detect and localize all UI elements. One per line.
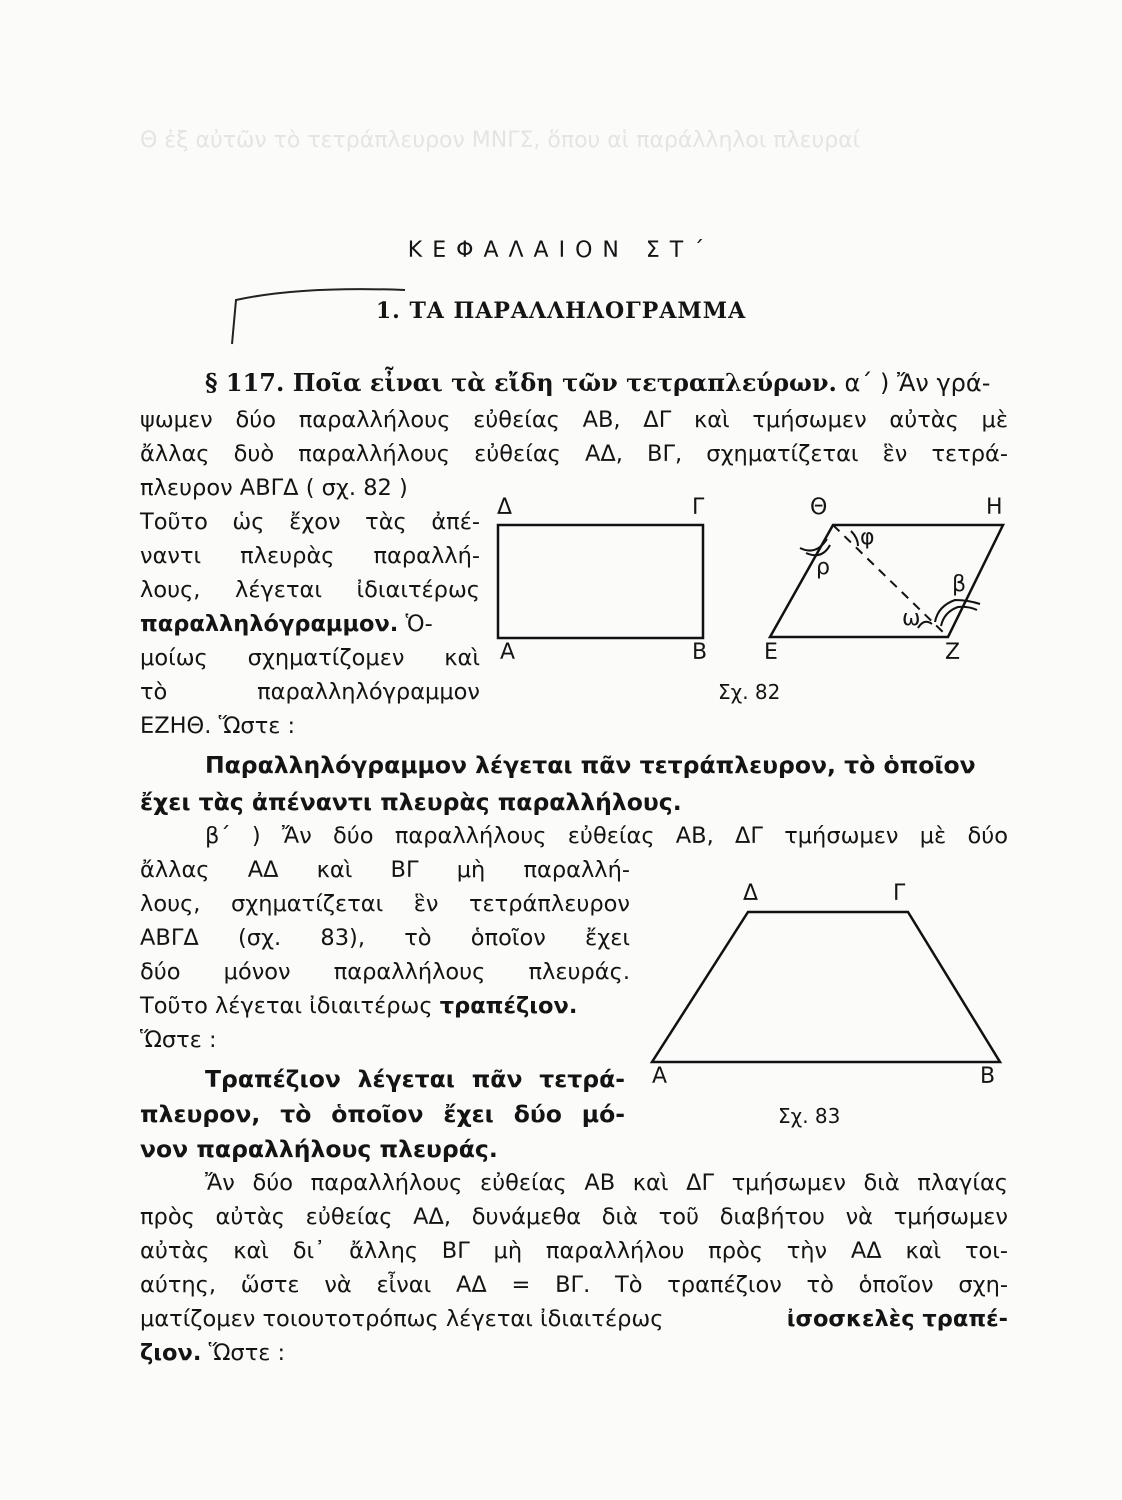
angle-rho-label: ρ: [816, 555, 830, 580]
fig83-label-b: Β: [980, 1064, 996, 1089]
p117-line-5: Τοῦτο ὡς ἔχον τὰς ἀπέ-: [140, 509, 480, 535]
definition-parallelogram-line-1: Παραλληλόγραμμον λέγεται πᾶν τετράπλευρον, τὸ ὁποῖον: [205, 751, 976, 779]
definition-trapezium-line-2: πλευρον, τὸ ὁποῖον ἔχει δύο μό-: [140, 1100, 625, 1128]
chapter-heading: ΚΕΦΑΛΑΙΟΝ ΣΤ΄: [407, 238, 715, 263]
fig83-label-d: Δ: [743, 881, 759, 906]
fig82-label-a: Α: [500, 640, 516, 665]
section-117-mark: § 117. Ποῖα εἶναι τὰ εἴδη τῶν τετραπλεύρων.: [205, 368, 837, 397]
section-title: 1. ΤΑ ΠΑΡΑΛΛΗΛΟΓΡΑΜΜΑ: [375, 298, 747, 324]
p117-line-6: ναντι πλευρὰς παραλλή-: [140, 543, 480, 569]
p117-line-9: μοίως σχηματίζομεν καὶ: [140, 645, 480, 671]
definition-trapezium-line-1: Τραπέζιον λέγεται πᾶν τετρά-: [205, 1065, 625, 1093]
pc-line-3: αὐτὰς καὶ δι᾿ ἄλλης ΒΓ μὴ παραλλήλου πρὸς τὴν ΑΔ καὶ τοι-: [140, 1238, 1008, 1264]
pb-line-7: Ὥστε :: [140, 1027, 217, 1053]
p117-line-7: λους, λέγεται ἰδιαιτέρως: [140, 577, 480, 603]
pb-line-1: β΄ ) Ἄν δύο παραλλήλους εὐθείας ΑΒ, ΔΓ τμήσωμεν μὲ δύο: [205, 823, 1008, 849]
p117-line-2: ψωμεν δύο παραλλήλους εὐθείας ΑΒ, ΔΓ καὶ τμήσωμεν αὐτὰς μὲ: [140, 407, 1008, 433]
term-parallelogram: παραλληλόγραμμον.: [140, 611, 399, 637]
angle-omega-label: ω: [902, 606, 921, 631]
fig82-label-b: Β: [692, 640, 708, 665]
fig83-label-g: Γ: [893, 881, 906, 906]
p117-line-1: α΄ ) Ἄν γρά-: [844, 369, 991, 397]
p117-line-11: ΕΖΗΘ. Ὥστε :: [140, 713, 296, 739]
pc-line-1: Ἄν δύο παραλλήλους εὐθείας ΑΒ καὶ ΔΓ τμήσωμεν διὰ πλαγίας: [205, 1170, 1008, 1196]
pb-line-3: λους, σχηματίζεται ἓν τετράπλευρον: [140, 891, 630, 917]
pb-line-5: δύο μόνον παραλλήλους πλευράς.: [140, 959, 630, 985]
pc-line-4: αύτης, ὥστε νὰ εἶναι ΑΔ = ΒΓ. Τὸ τραπέζιον τὸ ὁποῖον σχη-: [140, 1272, 1008, 1298]
fig82-label-z: Ζ: [945, 640, 961, 665]
fig82-label-g: Γ: [692, 495, 705, 520]
pc-line-2: πρὸς αὐτὰς εὐθείας ΑΔ, δυνάμεθα διὰ τοῦ διαβήτου νὰ τμήσωμεν: [140, 1204, 1008, 1230]
angle-beta-label: β: [952, 572, 967, 597]
p117-line-10: τὸ παραλληλόγραμμον: [140, 679, 480, 705]
fig82-label-d: Δ: [497, 495, 513, 520]
figure-82-caption: Σχ. 82: [718, 680, 781, 704]
pb-line-6-text: Τοῦτο λέγεται ἰδιαιτέρως: [140, 993, 433, 1019]
pc-line-5-text: ματίζομεν τοιουτοτρόπως λέγεται ἰδιαιτέρως: [140, 1306, 664, 1332]
show-through-text: Θ ἐξ αὐτῶν τὸ τετράπλευρον ΜΝΓΣ, ὅπου αἱ παράλληλοι πλευραί: [140, 128, 861, 153]
trapezium-abgd: [652, 912, 1000, 1062]
fig82-label-h: Η: [986, 495, 1003, 520]
pc-line-6: [140, 1338, 285, 1368]
pb-line-4: ΑΒΓΔ (σχ. 83), τὸ ὁποῖον ἔχει: [140, 925, 630, 951]
fig83-label-a: Α: [652, 1064, 668, 1089]
angle-phi-label: φ: [860, 525, 875, 550]
definition-parallelogram-line-2: ἔχει τὰς ἀπέναντι πλευρὰς παραλλήλους.: [140, 788, 682, 816]
figure-83-caption: Σχ. 83: [778, 1104, 841, 1128]
pc-line-6-tail: Ὥστε :: [208, 1340, 286, 1366]
term-trapezium: τραπέζιον.: [439, 993, 578, 1019]
p117-line-3: ἄλλας δυὸ παραλλήλους εὐθείας ΑΔ, ΒΓ, σχηματίζεται ἓν τετρά-: [140, 441, 1008, 467]
fig82-label-e: Ε: [764, 640, 778, 665]
fig82-label-th: Θ: [810, 495, 828, 520]
p117-line-8-tail: Ὁ-: [405, 611, 433, 637]
term-isosceles-trapezium: ἰσοσκελὲς τραπέ-: [786, 1306, 1008, 1332]
p117-line-4: πλευρον ΑΒΓΔ ( σχ. 82 ): [140, 475, 408, 501]
pb-line-2: ἄλλας ΑΔ καὶ ΒΓ μὴ παραλλή-: [140, 857, 630, 883]
definition-trapezium-line-3: νον παραλλήλους πλευράς.: [140, 1135, 498, 1163]
pc-line-5: [140, 1304, 1008, 1334]
term-isosceles-trapezium-end: ζιον.: [140, 1340, 202, 1366]
